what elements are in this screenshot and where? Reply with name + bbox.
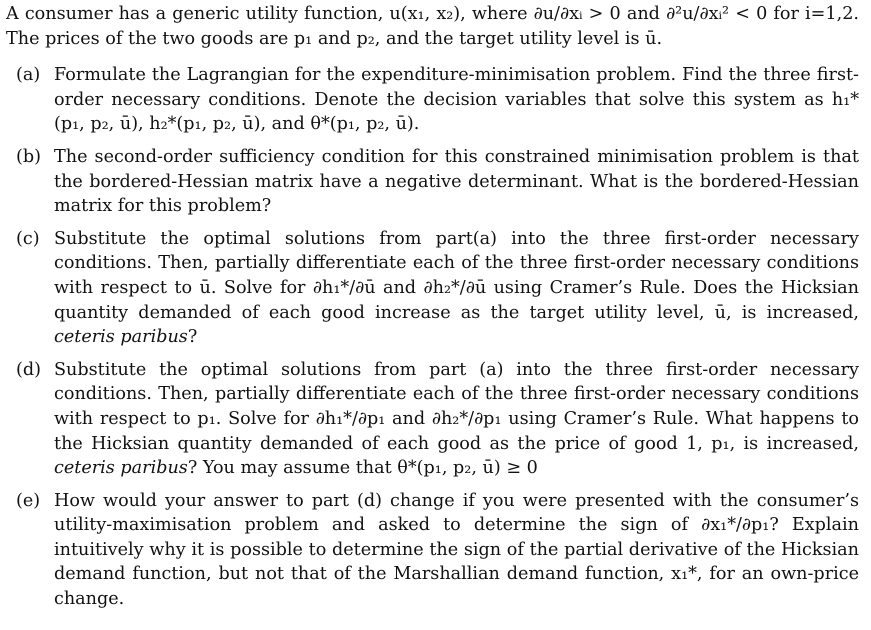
text-segment: Substitute the optimal solutions from part (a) into the three first-order necessary conditions. Then, partially differentiate each of the three first-order necessary conditions with respect to p₁. Solve for ∂h₁*/∂p₁ and ∂h₂*/∂p₁ using Cramer’s Rule. What happens to the Hicksian quantity demanded of each good as the price of good 1, p₁, is increased, [54,359,859,454]
italic-phrase: ceteris paribus [54,458,188,479]
text-segment: Formulate the Lagrangian for the expenditure-minimisation problem. Find the three first-order necessary conditions. Denote the decision variables that solve this system as h₁*(p₁, p₂, ū), h₂*(p₁, p₂, ū), and θ*(p₁, p₂, ū). [54,65,859,135]
problem-intro: A consumer has a generic utility function, u(x₁, x₂), where ∂u/∂xᵢ > 0 and ∂²u/∂xᵢ² < 0 for i=1,2. The prices of the two goods are p₁ and p₂, and the target utility level is ū. [6,4,859,49]
question-part-text [54,145,859,219]
question-part-label: (b) [16,146,41,167]
question-part [16,358,859,481]
text-segment: ? [187,327,198,348]
question-part-text [54,358,859,481]
question-part-label: (c) [16,228,40,249]
question-part-text [54,489,859,612]
italic-phrase: ceteris paribus [54,327,188,348]
question-part-text [54,63,859,137]
question-part-text [54,227,859,350]
question-part [16,489,859,612]
text-segment: How would your answer to part (d) change if you were presented with the consumer’s utility-maximisation problem and asked to determine the sign of ∂x₁*/∂p₁? Explain intuitively why it is possible to determine the sign of the partial derivative of the Hicksian demand function, but not that of the Marshallian demand function, x₁*, for an own-price change. [54,490,859,610]
question-part [16,227,859,350]
question-parts-list [6,63,859,611]
question-part-label: (e) [16,490,41,511]
question-part [16,63,859,137]
question-part-label: (d) [16,359,41,380]
question-part [16,145,859,219]
text-segment: Substitute the optimal solutions from part(a) into the three first-order necessary conditions. Then, partially differentiate each of the three first-order necessary conditions with respect to ū. Solve for ∂h₁*/∂ū and ∂h₂*/∂ū using Cramer’s Rule. Does the Hicksian quantity demanded of each good increase as the target utility level, ū, is increased, [54,228,859,323]
question-part-label: (a) [16,65,41,86]
text-segment: ? You may assume that θ*(p₁, p₂, ū) ≥ 0 [187,458,538,479]
text-segment: The second-order sufficiency condition for this constrained minimisation problem is that the bordered-Hessian matrix have a negative determinant. What is the bordered-Hessian matrix for this problem? [54,146,859,217]
